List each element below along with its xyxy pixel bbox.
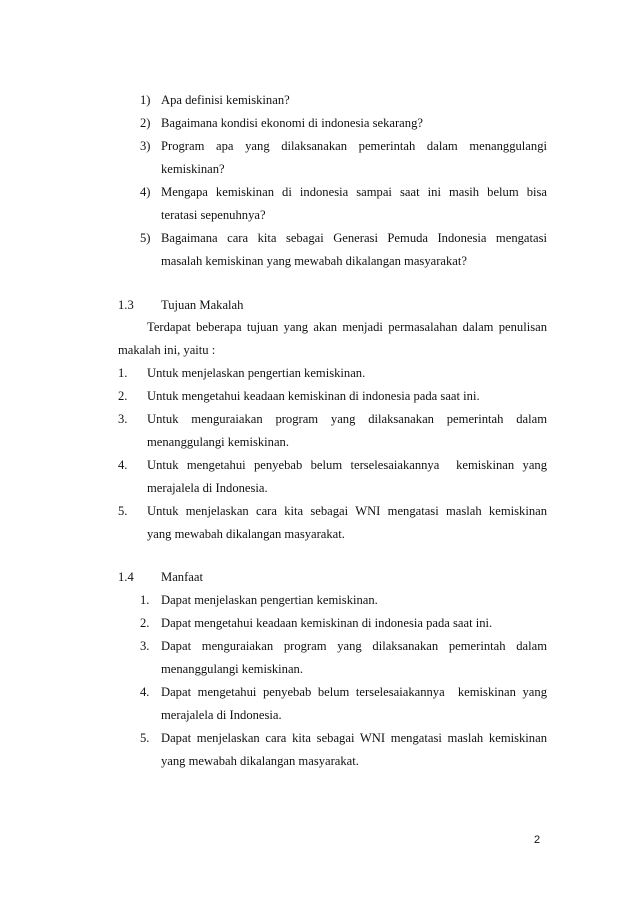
section-heading: Tujuan Makalah <box>161 298 244 312</box>
list-number: 1. <box>140 593 150 607</box>
list-item-text: yang mewabah dikalangan masyarakat. <box>147 527 345 541</box>
list-item-text: Untuk menjelaskan pengertian kemiskinan. <box>147 366 366 380</box>
list-number: 2. <box>140 616 150 630</box>
list-number: 3. <box>118 412 128 426</box>
list-item-text: merajalela di Indonesia. <box>147 481 268 495</box>
list-number: 2. <box>118 389 128 403</box>
list-item-text: Untuk mengetahui penyebab belum terselesaiakannya kemiskinan yang <box>147 458 547 472</box>
page-number: 2 <box>534 834 541 846</box>
list-item-text: menanggulangi kemiskinan. <box>161 662 303 676</box>
list-number: 4. <box>118 458 128 472</box>
question-text: Bagaimana kondisi ekonomi di indonesia sekarang? <box>161 116 423 130</box>
list-item-text: Dapat menjelaskan pengertian kemiskinan. <box>161 593 378 607</box>
list-number: 4. <box>140 685 150 699</box>
question-number: 5) <box>140 231 151 245</box>
list-item-text: Dapat mengetahui penyebab belum terselesaiakannya kemiskinan yang <box>161 685 547 699</box>
list-item-text: menanggulangi kemiskinan. <box>147 435 289 449</box>
list-number: 5. <box>118 504 128 518</box>
question-text: kemiskinan? <box>161 162 225 176</box>
list-item-text: Untuk menjelaskan cara kita sebagai WNI mengatasi maslah kemiskinan <box>147 504 547 518</box>
list-item-text: yang mewabah dikalangan masyarakat. <box>161 754 359 768</box>
question-number: 3) <box>140 139 151 153</box>
list-number: 1. <box>118 366 128 380</box>
question-text: Apa definisi kemiskinan? <box>161 93 290 107</box>
paragraph-text: makalah ini, yaitu : <box>118 343 216 357</box>
question-text: Bagaimana cara kita sebagai Generasi Pemuda Indonesia mengatasi <box>161 231 547 245</box>
list-number: 3. <box>140 639 150 653</box>
list-item-text: Untuk mengetahui keadaan kemiskinan di indonesia pada saat ini. <box>147 389 480 403</box>
question-number: 1) <box>140 93 151 107</box>
question-text: Program apa yang dilaksanakan pemerintah dalam menanggulangi <box>161 139 547 153</box>
question-text: teratasi sepenuhnya? <box>161 208 266 222</box>
list-item-text: Dapat menguraiakan program yang dilaksanakan pemerintah dalam <box>161 639 547 653</box>
list-item-text: Dapat mengetahui keadaan kemiskinan di indonesia pada saat ini. <box>161 616 493 630</box>
list-item-text: merajalela di Indonesia. <box>161 708 282 722</box>
question-text: Mengapa kemiskinan di indonesia sampai saat ini masih belum bisa <box>161 185 547 199</box>
list-item-text: Dapat menjelaskan cara kita sebagai WNI mengatasi maslah kemiskinan <box>161 731 547 745</box>
section-heading: Manfaat <box>161 570 203 584</box>
list-number: 5. <box>140 731 150 745</box>
list-item-text: Untuk menguraiakan program yang dilaksanakan pemerintah dalam <box>147 412 547 426</box>
question-text: masalah kemiskinan yang mewabah dikalangan masyarakat? <box>161 254 467 268</box>
question-number: 2) <box>140 116 151 130</box>
paragraph-text: Terdapat beberapa tujuan yang akan menjadi permasalahan dalam penulisan <box>147 320 547 334</box>
section-number: 1.3 <box>118 298 134 312</box>
section-number: 1.4 <box>118 570 134 584</box>
question-number: 4) <box>140 185 151 199</box>
